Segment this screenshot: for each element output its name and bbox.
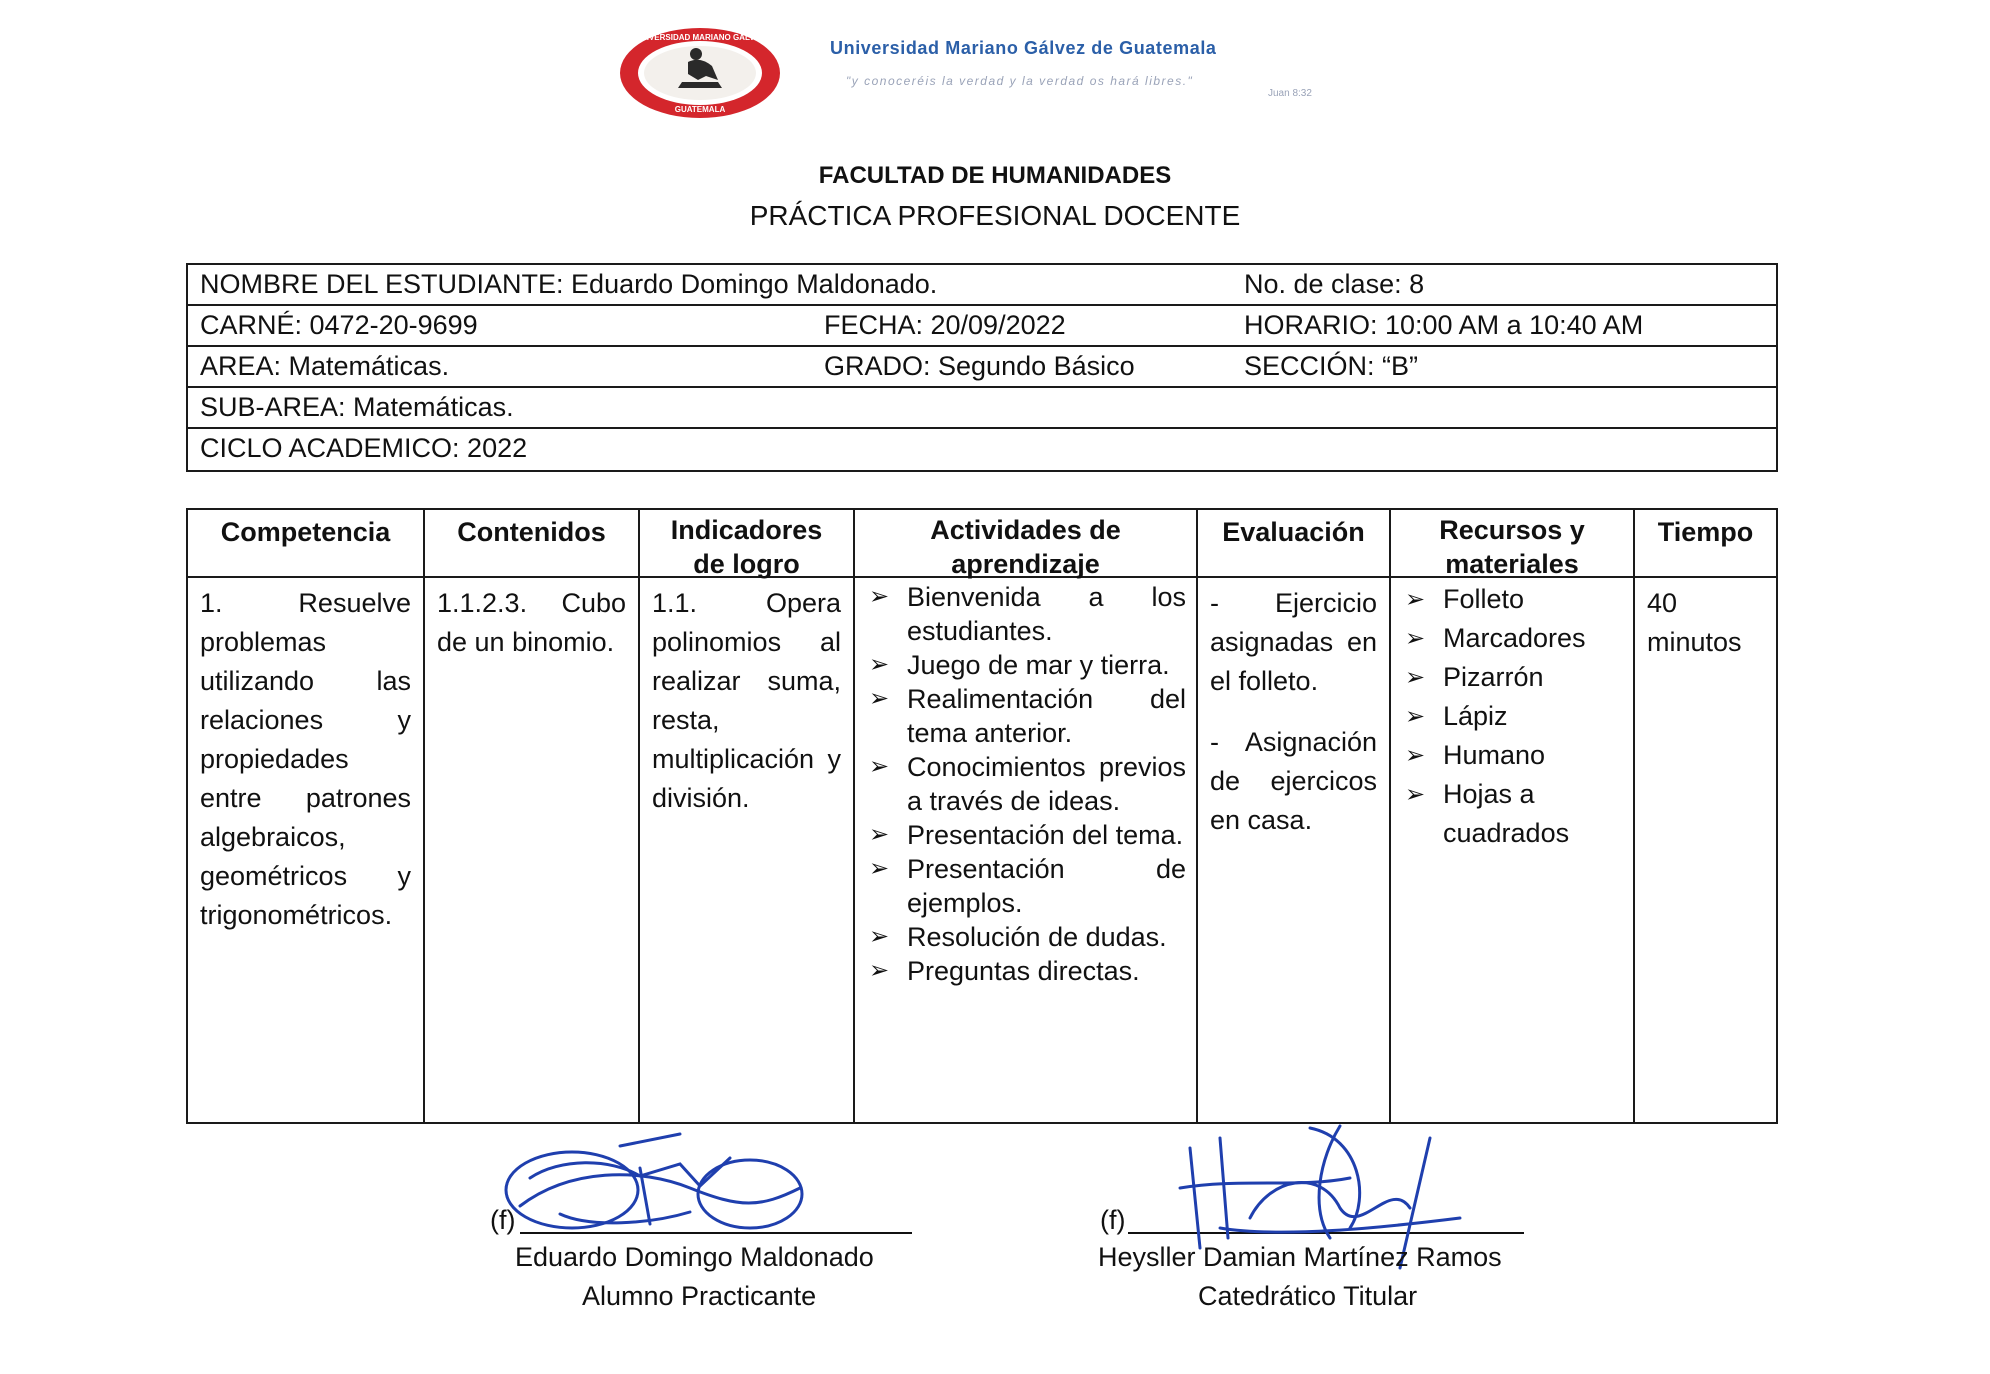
header-indicadores: Indicadores de logro: [640, 510, 853, 578]
column-recursos: [1391, 510, 1635, 1122]
arrow-bullet-icon: ➢: [1405, 586, 1426, 613]
header-actividades: Actividades de aprendizaje: [855, 510, 1196, 578]
student-info-table: [186, 263, 1778, 472]
practice-title: PRÁCTICA PROFESIONAL DOCENTE: [749, 200, 1241, 231]
tiempo-text: 40 minutos: [1647, 588, 1742, 657]
column-tiempo: [1635, 510, 1776, 1122]
faculty-title: FACULTAD DE HUMANIDADES: [818, 162, 1172, 189]
header-competencia: Competencia: [188, 510, 423, 578]
actividades-list: [855, 580, 1196, 988]
contenidos-text: 1.1.2.3. Cubo de un binomio.: [437, 588, 626, 657]
carne: CARNÉ: 0472-20-9699: [200, 310, 478, 340]
header-evaluacion: Evaluación: [1198, 510, 1389, 578]
column-indicadores: [640, 510, 855, 1122]
evaluacion-text: [1198, 580, 1389, 844]
info-row-student: [188, 265, 1776, 306]
resource-item: ➢ Pizarrón: [1401, 658, 1623, 697]
lesson-plan-table: [186, 508, 1778, 1124]
university-motto-reference: Juan 8:32: [1268, 88, 1312, 99]
activity-item: ➢ Preguntas directas.: [869, 956, 1140, 986]
info-row-area: [188, 347, 1776, 388]
arrow-bullet-icon: ➢: [869, 957, 890, 984]
fecha: FECHA: 20/09/2022: [824, 310, 1066, 340]
column-contenidos: [425, 510, 640, 1122]
column-actividades: [855, 510, 1198, 1122]
evaluation-item: - Ejercicio asignadas en el folleto.: [1210, 588, 1377, 696]
indicadores-text: 1.1. Opera polinomios al realizar suma, resta, multiplicación y división.: [652, 588, 841, 813]
activity-item: ➢ Conocimientos previos a través de ideas.: [869, 752, 1186, 816]
activity-item: ➢ Presentación de ejemplos.: [869, 854, 1186, 918]
class-number: No. de clase: 8: [1244, 269, 1425, 299]
competencia-text: 1. Resuelve problemas utilizando las relaciones y propiedades entre patrones algebraicos, geométricos y trigonométricos.: [200, 588, 411, 930]
column-evaluacion: [1198, 510, 1391, 1122]
svg-text:GUATEMALA: GUATEMALA: [674, 105, 726, 114]
signature-prefix-teacher: (f): [1100, 1205, 1126, 1235]
activity-item: ➢ Presentación del tema.: [869, 820, 1184, 850]
resource-item: ➢ Marcadores: [1401, 619, 1623, 658]
subarea: SUB-AREA: Matemáticas.: [200, 392, 514, 422]
grado: GRADO: Segundo Básico: [824, 351, 1135, 381]
teacher-signature-role: Catedrático Titular: [1198, 1281, 1418, 1311]
area: AREA: Matemáticas.: [200, 351, 450, 381]
arrow-bullet-icon: ➢: [869, 753, 890, 780]
teacher-signature-name: Heysller Damian Martínez Ramos: [1098, 1242, 1502, 1272]
student-name: NOMBRE DEL ESTUDIANTE: Eduardo Domingo Maldonado.: [200, 269, 938, 299]
arrow-bullet-icon: ➢: [1405, 742, 1426, 769]
arrow-bullet-icon: ➢: [869, 923, 890, 950]
arrow-bullet-icon: ➢: [869, 821, 890, 848]
info-row-ciclo: [188, 429, 1776, 470]
evaluation-item: - Asignación de ejercicos en casa.: [1210, 727, 1377, 835]
resource-item: ➢ Hojas a cuadrados: [1401, 775, 1623, 853]
arrow-bullet-icon: ➢: [1405, 781, 1426, 808]
resource-item: ➢ Lápiz: [1401, 697, 1623, 736]
info-row-subarea: [188, 388, 1776, 429]
university-motto: "y conoceréis la verdad y la verdad os hará libres.": [846, 74, 1194, 88]
resource-item: ➢ Folleto: [1401, 580, 1623, 619]
arrow-bullet-icon: ➢: [869, 583, 890, 610]
arrow-bullet-icon: ➢: [869, 685, 890, 712]
svg-text:UNIVERSIDAD MARIANO GALVEZ: UNIVERSIDAD MARIANO GALVEZ: [635, 33, 765, 42]
student-signature-name: Eduardo Domingo Maldonado: [515, 1242, 874, 1272]
resource-item: ➢ Humano: [1401, 736, 1623, 775]
student-signature-role: Alumno Practicante: [582, 1281, 817, 1311]
arrow-bullet-icon: ➢: [869, 651, 890, 678]
horario: HORARIO: 10:00 AM a 10:40 AM: [1244, 310, 1644, 340]
activity-item: ➢ Bienvenida a los estudiantes.: [869, 582, 1186, 646]
seccion: SECCIÓN: “B”: [1244, 351, 1419, 381]
column-competencia: [188, 510, 425, 1122]
activity-item: ➢ Juego de mar y tierra.: [869, 650, 1170, 680]
activity-item: ➢ Resolución de dudas.: [869, 922, 1167, 952]
arrow-bullet-icon: ➢: [1405, 664, 1426, 691]
signature-prefix-student: (f): [490, 1205, 516, 1235]
arrow-bullet-icon: ➢: [1405, 703, 1426, 730]
info-row-carne: [188, 306, 1776, 347]
header-tiempo: Tiempo: [1635, 510, 1776, 578]
header-contenidos: Contenidos: [425, 510, 638, 578]
student-signature-scribble: [500, 1128, 810, 1240]
activity-item: ➢ Realimentación del tema anterior.: [869, 684, 1186, 748]
arrow-bullet-icon: ➢: [1405, 625, 1426, 652]
recursos-list: [1391, 580, 1633, 853]
university-name: Universidad Mariano Gálvez de Guatemala: [830, 38, 1217, 58]
header-recursos: Recursos y materiales: [1391, 510, 1633, 578]
ciclo-academico: CICLO ACADEMICO: 2022: [200, 433, 528, 463]
arrow-bullet-icon: ➢: [869, 855, 890, 882]
university-seal-logo: [618, 26, 782, 120]
